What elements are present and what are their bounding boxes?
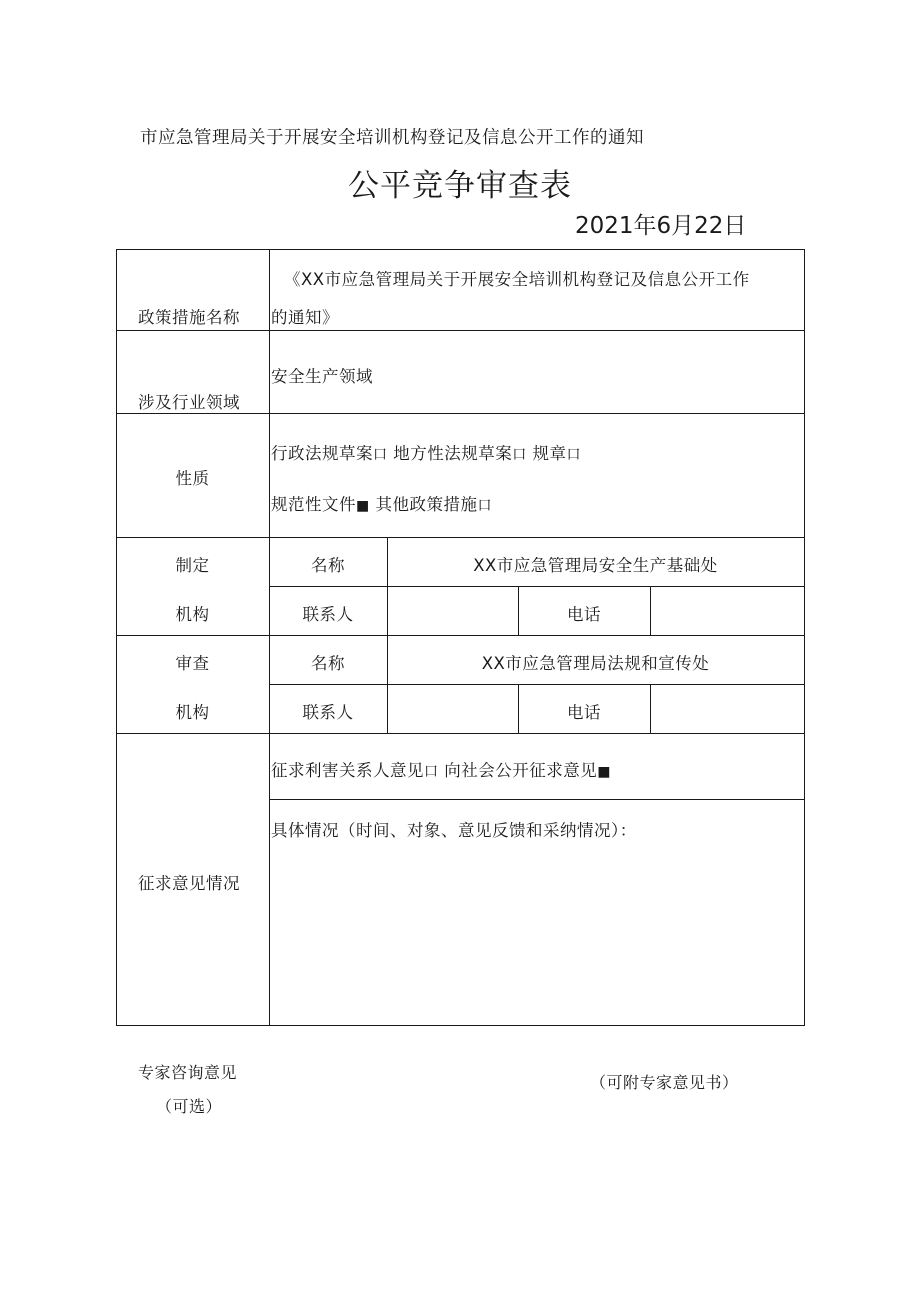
review-org-contact-label: 联系人 (302, 703, 354, 722)
table-row-divider (269, 684, 805, 685)
nature-label: 性质 (175, 469, 210, 488)
consultation-label: 征求意见情况 (138, 874, 240, 893)
drafting-org-name-label: 名称 (311, 556, 345, 575)
nature-option-admin-regulation (271, 444, 393, 463)
policy-name-value-continued: 的通知》 (271, 308, 339, 327)
table-row-divider (116, 330, 805, 331)
expert-opinion-optional-note: （可选） (156, 1097, 223, 1116)
review-org-phone-label: 电话 (567, 703, 601, 722)
nature-option-label: 其他政策措施 (375, 495, 478, 514)
nature-option-rules (533, 444, 582, 463)
table-column-divider (650, 684, 651, 733)
checkbox-unchecked-icon: 口 (477, 498, 492, 514)
review-org-label: 审查 (175, 654, 210, 673)
nature-option-label: 规范性文件 (271, 495, 356, 514)
table-border-right (804, 249, 805, 1026)
policy-name-value: 《XX市应急管理局关于开展安全培训机构登记及信息公开工作 (284, 270, 750, 289)
page-title: 公平竞争审查表 (348, 168, 572, 204)
table-label-column-divider (269, 249, 270, 1026)
document-date: 2021年6月22日 (575, 213, 747, 239)
expert-opinion-attachment-note: （可附专家意见书） (590, 1073, 739, 1092)
consultation-options (271, 757, 611, 781)
nature-option-local-regulation (393, 444, 532, 463)
drafting-org-name-value: XX市应急管理局安全生产基础处 (473, 556, 718, 575)
drafting-org-label-continued: 机构 (175, 605, 210, 624)
nature-option-other-measures (375, 495, 492, 514)
table-row-divider (269, 799, 805, 800)
drafting-org-contact-label: 联系人 (302, 605, 354, 624)
policy-name-label: 政策措施名称 (138, 308, 240, 327)
industry-value: 安全生产领域 (271, 367, 373, 386)
nature-option-normative-document (271, 495, 375, 514)
table-border-bottom (116, 1025, 805, 1026)
consultation-option-label: 向社会公开征求意见 (444, 761, 598, 780)
table-border-top (116, 249, 805, 250)
table-row-divider (116, 537, 805, 538)
review-org-name-label: 名称 (311, 654, 345, 673)
nature-option-label: 行政法规草案 (271, 444, 373, 463)
nature-option-label: 地方性法规草案 (393, 444, 513, 463)
review-org-label-continued: 机构 (175, 703, 210, 722)
table-row-divider (269, 586, 805, 587)
table-row-divider (116, 635, 805, 636)
expert-opinion-label: 专家咨询意见 (138, 1063, 238, 1082)
nature-options-line-2 (271, 491, 492, 515)
table-row-divider (116, 413, 805, 414)
checkbox-checked-icon: ■ (356, 498, 370, 514)
consultation-option-stakeholders (271, 761, 444, 780)
nature-option-label: 规章 (532, 444, 567, 463)
checkbox-unchecked-icon: 口 (512, 447, 527, 463)
table-column-divider (650, 586, 651, 635)
notice-header-line: 市应急管理局关于开展安全培训机构登记及信息公开工作的通知 (140, 128, 644, 148)
consultation-option-public (444, 761, 611, 780)
drafting-org-phone-label: 电话 (567, 605, 601, 624)
nature-options-line-1 (271, 440, 581, 464)
checkbox-unchecked-icon: 口 (373, 447, 388, 463)
table-border-left (116, 249, 117, 1026)
industry-label: 涉及行业领域 (138, 393, 240, 412)
review-org-name-value: XX市应急管理局法规和宣传处 (481, 654, 710, 673)
drafting-org-label: 制定 (175, 556, 210, 575)
consultation-option-label: 征求利害关系人意见 (271, 761, 424, 780)
checkbox-unchecked-icon: 口 (424, 764, 439, 780)
checkbox-checked-icon: ■ (597, 764, 611, 780)
consultation-details-label: 具体情况（时间、对象、意见反馈和采纳情况）： (271, 821, 637, 840)
table-row-divider (116, 733, 805, 734)
checkbox-unchecked-icon: 口 (566, 447, 581, 463)
